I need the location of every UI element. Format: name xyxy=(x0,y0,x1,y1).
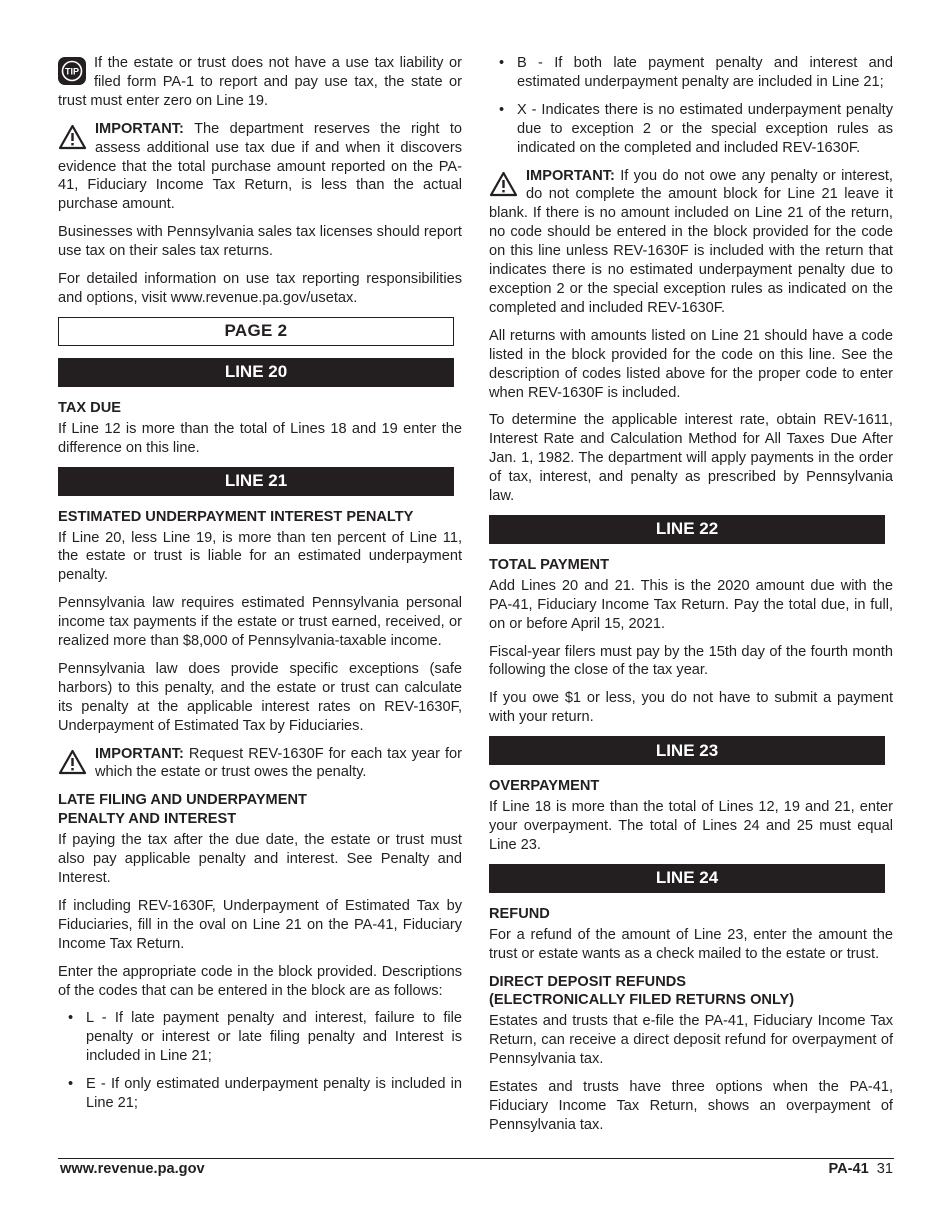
line-23-heading: OVERPAYMENT xyxy=(489,778,600,795)
late-para-3: Enter the appropriate code in the block provided. Descriptions of the codes that can be entered in the block are as follows: xyxy=(58,963,462,999)
line-24-bar: LINE 24 xyxy=(489,864,885,893)
line-20-heading: TAX DUE xyxy=(58,399,121,416)
line-23-para-1: If Line 18 is more than the total of Lines 12, 19 and 21, enter your overpayment. The total of Lines 24 and 25 must equal Line 23. xyxy=(489,799,893,853)
warning-triangle-icon xyxy=(58,749,87,775)
line-22-para-1: Add Lines 20 and 21. This is the 2020 amount due with the PA-41, Fiduciary Income Tax Return. Pay the total due, in full, on or before April 15, 2021. xyxy=(489,577,893,632)
late-para-2: If including REV-1630F, Underpayment of Estimated Tax by Fiduciaries, fill in the oval on Line 21 on the PA-41, Fiduciary Income Tax Return. xyxy=(58,897,462,952)
line-20-text: If Line 12 is more than the total of Lines 18 and 19 enter the difference on this line. xyxy=(58,420,462,456)
para-businesses: Businesses with Pennsylvania sales tax licenses should report use tax on their sales tax returns. xyxy=(58,224,462,260)
important-text: Request REV-1630F for each tax year for which the estate or trust owes the penalty. xyxy=(95,745,462,781)
para-detailed-info: For detailed information on use tax reporting responsibilities and options, visit www.revenue.pa.gov/usetax. xyxy=(58,271,462,306)
direct-deposit-heading-2: (ELECTRONICALLY FILED RETURNS ONLY) xyxy=(489,992,795,1009)
code-list-right xyxy=(489,54,893,158)
code-x-item: • X - Indicates there is no estimated underpayment penalty due to exception 2 or the special exception rules as indicated on the completed and included REV-1630F. xyxy=(489,101,893,158)
line-20-bar: LINE 20 xyxy=(58,358,454,387)
line-21-bar: LINE 21 xyxy=(58,467,454,496)
footer-page-info xyxy=(828,1161,893,1177)
para-all-returns: All returns with amounts listed on Line 21 should have a code listed in the block provided for the code on this line. See the description of codes listed above for the proper code to enter when REV-1630F is included. xyxy=(489,327,893,401)
tip-icon xyxy=(58,57,86,85)
line-22-heading: TOTAL PAYMENT xyxy=(489,556,610,573)
code-list-left xyxy=(58,1009,462,1113)
svg-text:TIP: TIP xyxy=(64,66,80,77)
line-22-bar: LINE 22 xyxy=(489,515,885,544)
important-label: IMPORTANT: xyxy=(526,167,615,184)
late-para-1: If paying the tax after the due date, the estate or trust must also pay applicable penalty and interest. See Penalty and Interest. xyxy=(58,832,462,886)
warning-triangle-icon xyxy=(489,171,518,197)
important-note-penalty xyxy=(58,745,462,783)
line-24-para-2: Estates and trusts that e-file the PA-41, Fiduciary Income Tax Return, can receive a direct deposit refund for overpayment of Pennsylvania tax. xyxy=(489,1013,893,1068)
line-21-para-1: If Line 20, less Line 19, is more than ten percent of Line 11, the estate or trust is liable for an estimated underpayment penalty. xyxy=(58,529,462,584)
line-21-para-3: Pennsylvania law does provide specific exceptions (safe harbors) to this penalty, and the estate or trust can calculate its penalty at the applicable interest rates on REV-1630F, Underpayment of Estimated Tax by Fiduciaries. xyxy=(58,660,462,734)
tip-block xyxy=(58,54,462,111)
important-label: IMPORTANT: xyxy=(95,745,184,762)
footer-page-number: 31 xyxy=(876,1161,893,1177)
para-interest-rate: To determine the applicable interest rate, obtain REV-1611, Interest Rate and Calculation Method for All Taxes Due After Jan. 1, 1982. The department will apply payments in the order of tax, interest, and penalty as prescribed by Pennsylvania law. xyxy=(489,412,893,505)
line-23-bar: LINE 23 xyxy=(489,736,885,765)
footer-divider xyxy=(58,1158,894,1159)
footer-website: www.revenue.pa.gov xyxy=(60,1161,205,1177)
line-21-heading: ESTIMATED UNDERPAYMENT INTEREST PENALTY xyxy=(58,508,414,525)
right-column xyxy=(489,54,893,1144)
code-e-item: • E - If only estimated underpayment penalty is included in Line 21; xyxy=(58,1075,462,1113)
important-text: If you do not owe any penalty or interest, do not complete the amount block for Line 21 leave it blank. If there is no amount included on Line 21 of the return, no code should be entered in the block provided for the code on this line unless REV-1630F is included with the return that indicates there is no estimated underpayment penalty due to exception 2 or the special exception rules as indicated on the completed and included REV-1630F. xyxy=(489,167,893,316)
late-filing-heading-2: PENALTY AND INTEREST xyxy=(58,811,237,828)
warning-triangle-icon xyxy=(58,124,87,150)
tip-text: If the estate or trust does not have a use tax liability or filed form PA-1 to report and pay use tax, the state or trust must enter zero on Line 19. xyxy=(58,55,462,109)
line-24-heading: REFUND xyxy=(489,905,550,922)
important-label: IMPORTANT: xyxy=(95,120,184,137)
line-22-para-2: Fiscal-year filers must pay by the 15th day of the fourth month following the close of the tax year. xyxy=(489,643,893,679)
important-text: The department reserves the right to assess additional use tax due if and when it discovers evidence that the total purchase amount reported on the PA-41, Fiduciary Income Tax Return, is less than the actual purchase amount. xyxy=(58,120,462,213)
important-note-use-tax xyxy=(58,120,462,215)
important-note-no-penalty xyxy=(489,167,893,318)
line-24-para-3: Estates and trusts have three options when the PA-41, Fiduciary Income Tax Return, shows an overpayment of Pennsylvania tax. xyxy=(489,1079,893,1133)
footer-form-name: PA-41 xyxy=(828,1161,869,1177)
line-22-para-3: If you owe $1 or less, you do not have to submit a payment with your return. xyxy=(489,690,893,726)
page-2-header: PAGE 2 xyxy=(58,317,454,346)
line-21-para-2: Pennsylvania law requires estimated Pennsylvania personal income tax payments if the estate or trust earned, received, or realized more than $8,000 of Pennsylvania-taxable income. xyxy=(58,595,462,650)
line-24-para-1: For a refund of the amount of Line 23, enter the amount the trust or estate wants as a check mailed to the estate or trust. xyxy=(489,926,893,962)
code-l-item: • L - If late payment penalty and interest, failure to file penalty or interest or late filing penalty and Interest is included in Line 21; xyxy=(58,1009,462,1066)
late-filing-heading-1: LATE FILING AND UNDERPAYMENT xyxy=(58,792,307,809)
direct-deposit-heading-1: DIRECT DEPOSIT REFUNDS xyxy=(489,973,687,990)
left-column xyxy=(58,54,462,1122)
code-b-item: • B - If both late payment penalty and interest and estimated underpayment penalty are included in Line 21; xyxy=(489,54,893,92)
